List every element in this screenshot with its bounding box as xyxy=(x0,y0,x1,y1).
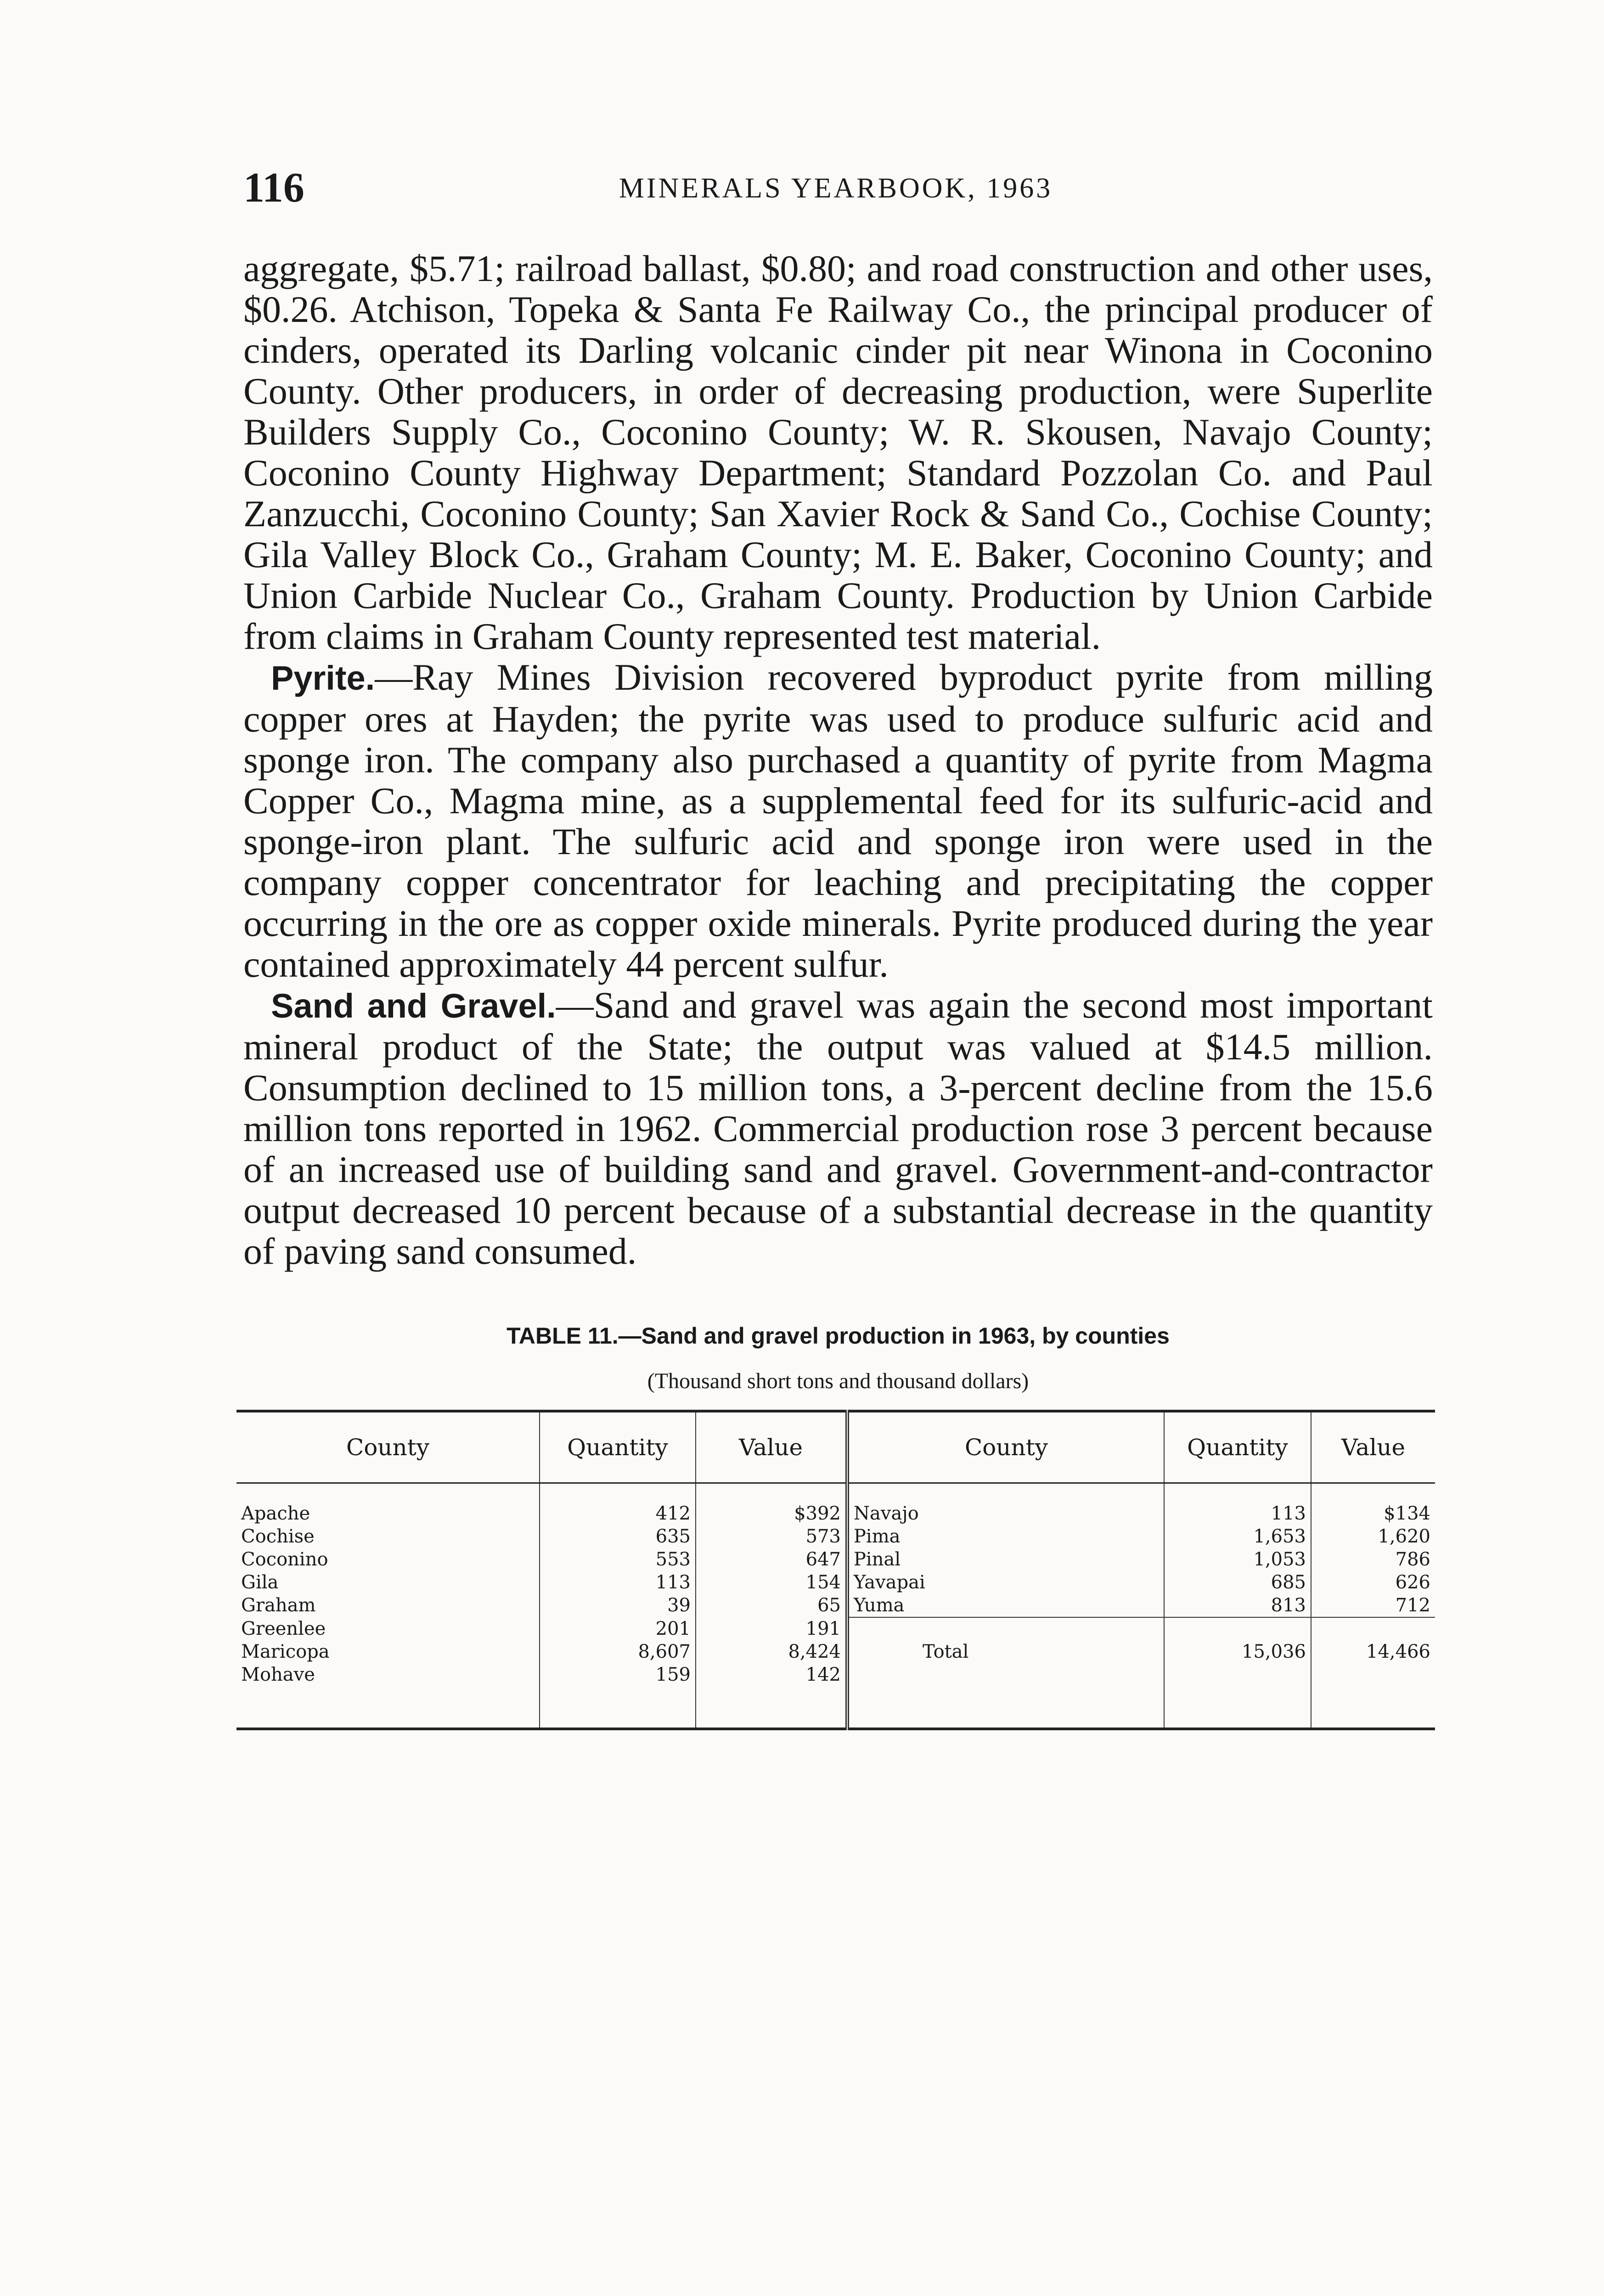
quantity-cell: 39 xyxy=(540,1594,696,1617)
value-cell: 191 xyxy=(696,1617,847,1640)
county-cell: Maricopa xyxy=(236,1640,540,1663)
value-cell: 154 xyxy=(696,1571,847,1594)
value-cell: 712 xyxy=(1395,1595,1430,1616)
quantity-cell: 8,607 xyxy=(540,1640,696,1663)
county-cell: Pima xyxy=(847,1525,1164,1548)
county-cell: Yuma xyxy=(847,1594,1164,1617)
quantity-cell: 1,053 xyxy=(1164,1548,1311,1571)
sand-gravel-table xyxy=(236,1410,1435,1730)
header-quantity-right: Quantity xyxy=(1164,1411,1311,1483)
paragraph-cinders: aggregate, $5.71; railroad ballast, $0.80; and road construction and other uses, $0.26. Atchison, Topeka & Santa Fe Railway Co., the principal producer of cinders, operated its Darling volcanic cinder pit near Winona in Coconino County. Other producers, in order of decreasing production, were Superlite Builders Supply Co., Coconino County; W. R. Skousen, Navajo County; Coconino County Highway Department; Standard Pozzolan Co. and Paul Zanzucchi, Coconino County; San Xavier Rock & Sand Co., Cochise County; Gila Valley Block Co., Graham County; M. E. Baker, Coconino County; and Union Carbide Nuclear Co., Graham County. Production by Union Carbide from claims in Graham County represented test material. xyxy=(243,248,1433,657)
county-cell: Yavapai xyxy=(847,1571,1164,1594)
table-subtitle: (Thousand short tons and thousand dollars) xyxy=(647,1369,1029,1393)
quantity-cell: 553 xyxy=(540,1548,696,1571)
county-cell: Cochise xyxy=(236,1525,540,1548)
table-row xyxy=(236,1525,1435,1548)
header-value-right: Value xyxy=(1311,1411,1435,1483)
header-quantity-left: Quantity xyxy=(540,1411,696,1483)
quantity-cell: 201 xyxy=(540,1617,696,1640)
table-row xyxy=(236,1617,1435,1640)
county-cell: Graham xyxy=(236,1594,540,1617)
table-row xyxy=(236,1571,1435,1594)
county-cell: Mohave xyxy=(236,1663,540,1686)
pyrite-heading: Pyrite. xyxy=(271,659,375,697)
table-header-row xyxy=(236,1411,1435,1483)
county-cell: Greenlee xyxy=(236,1617,540,1640)
quantity-cell: 813 xyxy=(1164,1594,1311,1617)
value-cell: 626 xyxy=(1395,1572,1430,1593)
quantity-cell: 113 xyxy=(1164,1502,1311,1525)
table-row xyxy=(236,1640,1435,1663)
value-cell: 65 xyxy=(696,1594,847,1617)
sand-gravel-heading: Sand and Gravel. xyxy=(271,987,556,1025)
quantity-cell: 412 xyxy=(540,1502,696,1525)
sand-gravel-text: —Sand and gravel was again the second most important mineral product of the State; the output was valued at $14.5 million. Consumption declined to 15 million tons, a 3-percent decline from the 15.6 million tons reported in 1962. Commercial production rose 3 percent because of an increased use of building sand and gravel. Government-and-contractor output decreased 10 percent because of a substantial decrease in the quantity of paving sand consumed. xyxy=(243,984,1433,1272)
header-value-left: Value xyxy=(696,1411,847,1483)
county-cell: Gila xyxy=(236,1571,540,1594)
page-number: 116 xyxy=(243,164,304,211)
value-cell: 142 xyxy=(696,1663,847,1686)
pyrite-text: —Ray Mines Division recovered byproduct pyrite from milling copper ores at Hayden; the pyrite was used to produce sulfuric acid and sponge iron. The company also purchased a quantity of pyrite from Magma Copper Co., Magma mine, as a supplemental feed for its sulfuric-acid and sponge-iron plant. The sulfuric acid and sponge iron were used in the company copper concentrator for leaching and precipitating the copper occurring in the ore as copper oxide minerals. Pyrite produced during the year contained approximately 44 percent sulfur. xyxy=(243,656,1433,985)
total-value: 14,466 xyxy=(1366,1641,1430,1662)
county-cell: Apache xyxy=(236,1502,540,1525)
table-row xyxy=(236,1663,1435,1686)
value-cell: 573 xyxy=(696,1525,847,1548)
quantity-cell: 635 xyxy=(540,1525,696,1548)
body-text xyxy=(243,248,1433,1272)
value-cell: $134 xyxy=(1384,1503,1430,1524)
quantity-cell: 113 xyxy=(540,1571,696,1594)
county-cell: Navajo xyxy=(847,1502,1164,1525)
value-cell: $392 xyxy=(696,1502,847,1525)
running-head: MINERALS YEARBOOK, 1963 xyxy=(619,173,1053,204)
paragraph-pyrite xyxy=(243,657,1433,985)
quantity-cell: 159 xyxy=(540,1663,696,1686)
table-row xyxy=(236,1502,1435,1525)
county-cell: Coconino xyxy=(236,1548,540,1571)
table-title: TABLE 11.—Sand and gravel production in 1963, by counties xyxy=(507,1323,1170,1349)
paragraph-sand-gravel xyxy=(243,985,1433,1272)
header-county-right: County xyxy=(847,1411,1164,1483)
county-cell: Pinal xyxy=(847,1548,1164,1571)
table-bottom-rule xyxy=(236,1686,1435,1729)
table-row xyxy=(236,1548,1435,1571)
total-label: Total xyxy=(847,1640,1164,1663)
page-header xyxy=(243,163,1428,214)
value-cell: 647 xyxy=(696,1548,847,1571)
table-row xyxy=(236,1594,1435,1617)
value-cell: 8,424 xyxy=(696,1640,847,1663)
value-cell: 786 xyxy=(1395,1549,1430,1570)
total-quantity: 15,036 xyxy=(1164,1640,1311,1663)
quantity-cell: 685 xyxy=(1164,1571,1311,1594)
quantity-cell: 1,653 xyxy=(1164,1525,1311,1548)
header-county-left: County xyxy=(236,1411,540,1483)
value-cell: 1,620 xyxy=(1378,1526,1430,1547)
